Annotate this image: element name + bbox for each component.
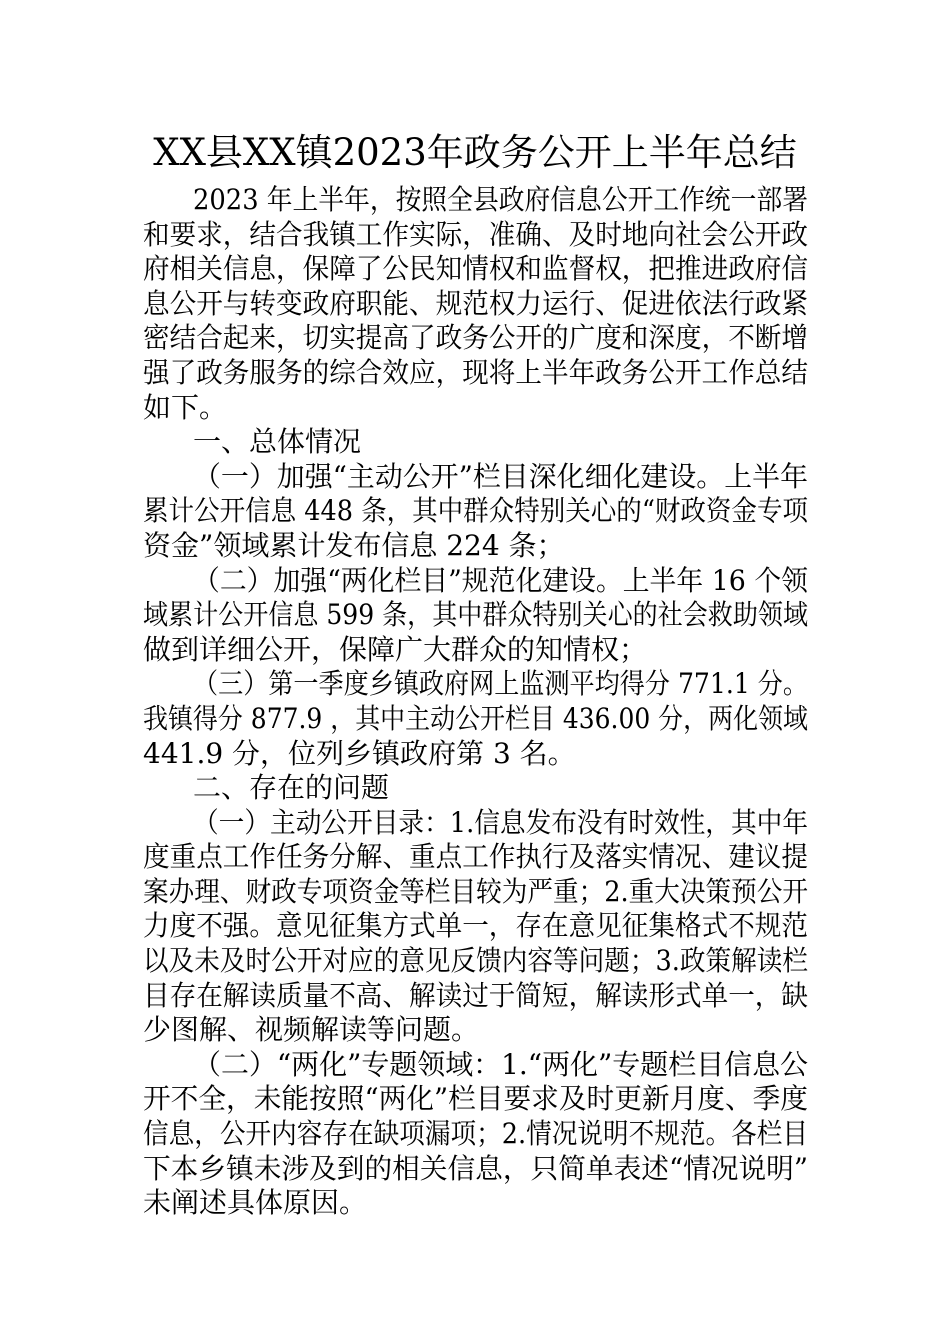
text-line: 441.9 分，位列乡镇政府第 3 名。 bbox=[143, 736, 576, 770]
text-line: （一）主动公开目录：1.信息发布没有时效性，其中年 bbox=[193, 805, 808, 839]
text-line: 资金”领域累计发布信息 224 条； bbox=[143, 528, 565, 562]
text-line: （二）“两化”专题领域：1.“两化”专题栏目信息公 bbox=[193, 1047, 808, 1081]
text-line: 域累计公开信息 599 条，其中群众特别关心的社会救助领域 bbox=[143, 598, 808, 632]
text-line: 累计公开信息 448 条，其中群众特别关心的“财政资金专项 bbox=[143, 494, 808, 528]
text-line: 下本乡镇未涉及到的相关信息，只简单表述“情况说明” bbox=[143, 1151, 808, 1185]
text-line: 府相关信息，保障了公民知情权和监督权，把推进政府信 bbox=[143, 252, 808, 286]
text-line: 力度不强。意见征集方式单一，存在意见征集格式不规范 bbox=[143, 909, 808, 943]
document-title: XX县XX镇2023年政务公开上半年总结 bbox=[153, 131, 797, 174]
text-line: 一、总体情况 bbox=[193, 425, 362, 459]
document-body bbox=[143, 183, 808, 1221]
text-line: 二、存在的问题 bbox=[193, 771, 390, 805]
text-line: 信息，公开内容存在缺项漏项；2.情况说明不规范。各栏目 bbox=[143, 1117, 808, 1151]
text-line: 案办理、财政专项资金等栏目较为严重；2.重大决策预公开 bbox=[143, 874, 808, 908]
text-line: （二）加强“两化栏目”规范化建设。上半年 16 个领 bbox=[193, 563, 808, 597]
text-line: 开不全，未能按照“两化”栏目要求及时更新月度、季度 bbox=[143, 1082, 808, 1116]
text-line: 少图解、视频解读等问题。 bbox=[143, 1013, 480, 1047]
text-line: 息公开与转变政府职能、规范权力运行、促进依法行政紧 bbox=[143, 286, 808, 320]
text-line: 我镇得分 877.9 ，其中主动公开栏目 436.00 分，两化领域 bbox=[143, 701, 808, 735]
text-line: 如下。 bbox=[143, 390, 228, 424]
text-line: 密结合起来，切实提高了政务公开的广度和深度，不断增 bbox=[143, 321, 808, 355]
text-line: （一）加强“主动公开”栏目深化细化建设。上半年 bbox=[193, 459, 808, 493]
text-line: 和要求，结合我镇工作实际，准确、及时地向社会公开政 bbox=[143, 217, 808, 251]
text-line: 强了政务服务的综合效应，现将上半年政务公开工作总结 bbox=[143, 355, 808, 389]
text-line: （三）第一季度乡镇政府网上监测平均得分 771.1 分。 bbox=[193, 667, 808, 701]
text-line: 未阐述具体原因。 bbox=[143, 1186, 368, 1220]
text-line: 目存在解读质量不高、解读过于简短，解读形式单一，缺 bbox=[143, 978, 808, 1012]
text-line: 以及未及时公开对应的意见反馈内容等问题；3.政策解读栏 bbox=[143, 944, 808, 978]
text-line: 2023 年上半年，按照全县政府信息公开工作统一部署 bbox=[193, 183, 808, 216]
text-line: 做到详细公开，保障广大群众的知情权； bbox=[143, 632, 648, 666]
text-line: 度重点工作任务分解、重点工作执行及落实情况、建议提 bbox=[143, 840, 808, 874]
